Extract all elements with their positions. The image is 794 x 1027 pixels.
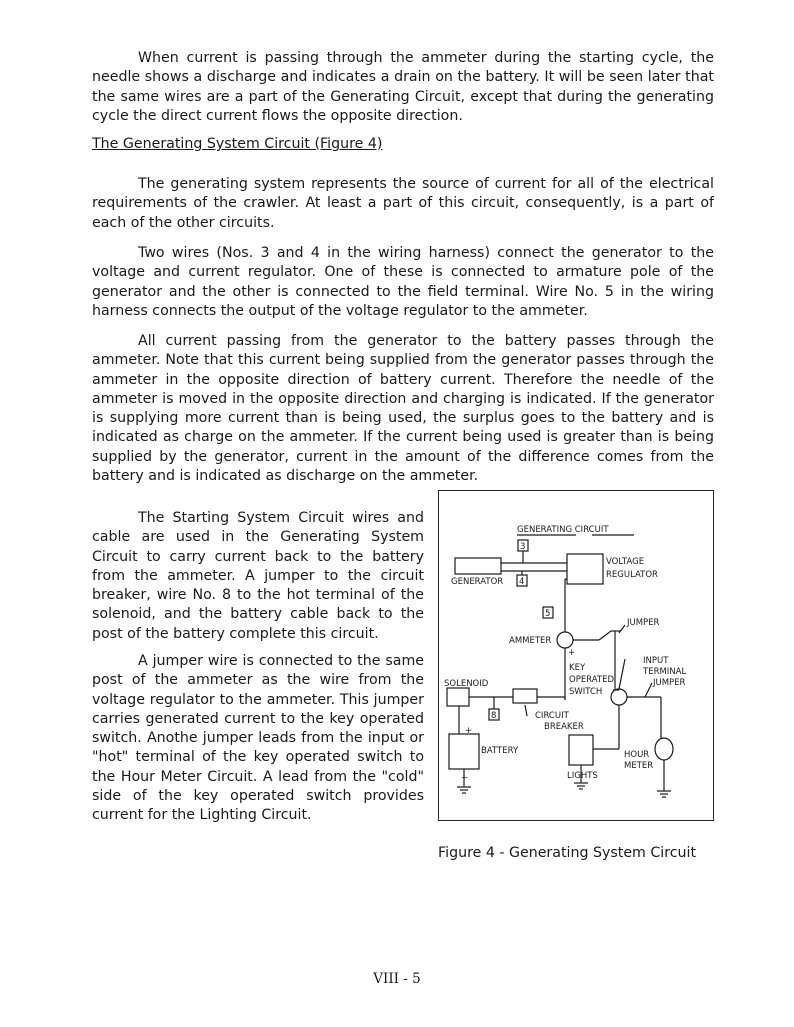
jumper-top-label: JUMPER <box>627 618 660 628</box>
battery-label: BATTERY <box>481 746 519 756</box>
ammeter-plus: + <box>568 648 576 658</box>
wire-3-label: 3 <box>520 542 526 552</box>
hour-label: HOUR <box>624 750 650 760</box>
paragraph-starting-system: The Starting System Circuit wires and cable are used in the Generating System Circuit to carry current back to the battery from the ammeter. A jumper to the circuit breaker, wire No. 8 to the hot terminal of the solenoid, and the battery cable back to the post of the battery complete this circuit. <box>92 510 424 642</box>
meter-label: METER <box>624 761 654 771</box>
diagram-title: GENERATING CIRCUIT <box>517 525 609 535</box>
wire-4-label: 4 <box>519 577 525 587</box>
page-number: VIII - 5 <box>373 971 421 987</box>
paragraph-jumper-wire: A jumper wire is connected to the same post of the ammeter as the wire from the voltage regulator to the ammeter. This jumper carries generated current to the key operated switch. Anothe jumper leads from the input or "hot" terminal of the key operated switch to the Hour Meter Circuit. A lead from the "cold" side of the key operated switch provides current for the Lighting Circuit. <box>92 653 424 824</box>
solenoid-label: SOLENOID <box>444 679 489 689</box>
circuit-diagram <box>438 490 714 821</box>
intro-paragraph: When current is passing through the ammeter during the starting cycle, the needle shows a discharge and indicates a drain on the battery. It will be seen later that the same wires are a part of the Generating Circuit, except that during the generating cycle the direct current flows the opposite direction. <box>92 50 714 124</box>
battery-minus: − <box>461 773 469 783</box>
terminal-label: TERMINAL <box>643 667 687 677</box>
wire-8-label: 8 <box>491 711 497 721</box>
switch-label: SWITCH <box>569 687 603 697</box>
key-label: KEY <box>569 663 586 673</box>
voltage-label: VOLTAGE <box>606 557 645 567</box>
regulator-label: REGULATOR <box>606 570 658 580</box>
input-label: INPUT <box>643 656 669 666</box>
circuit-diagram-svg <box>439 491 713 820</box>
section-heading: The Generating System Circuit (Figure 4) <box>92 136 383 152</box>
paragraph-generating-system: The generating system represents the source of current for all of the electrical requirements of the crawler. At least a part of this circuit, consequently, is a part of each of the other circuits. <box>92 176 714 231</box>
generator-label: GENERATOR <box>451 577 504 587</box>
circuit-label: CIRCUIT <box>535 711 569 721</box>
jumper-right-label: JUMPER <box>653 678 686 688</box>
paragraph-wires: Two wires (Nos. 3 and 4 in the wiring harness) connect the generator to the voltage and current regulator. One of these is connected to armature pole of the generator and the other is connected to the field terminal. Wire No. 5 in the wiring harness connects the output of the voltage regulator to the ammeter. <box>92 245 714 319</box>
wire-5-label: 5 <box>545 609 551 619</box>
lights-label: LIGHTS <box>567 771 598 781</box>
breaker-label: BREAKER <box>544 722 584 732</box>
operated-label: OPERATED <box>569 675 615 685</box>
battery-plus: + <box>465 726 473 736</box>
figure-caption: Figure 4 - Generating System Circuit <box>438 845 697 861</box>
ammeter-label: AMMETER <box>509 636 552 646</box>
paragraph-ammeter-current: All current passing from the generator to the battery passes through the ammeter. Note that this current being supplied from the generator passes through the ammeter in the opposite direction of battery current. Therefore the needle of the ammeter is moved in the opposite direction and charging is indicated. If the generator is supplying more current than is being used, the surplus goes to the battery and is indicated as charge on the ammeter. If the current being used is greater than is being supplied by the generator, current in the amount of the difference comes from the battery and is indicated as discharge on the ammeter. <box>92 333 714 485</box>
